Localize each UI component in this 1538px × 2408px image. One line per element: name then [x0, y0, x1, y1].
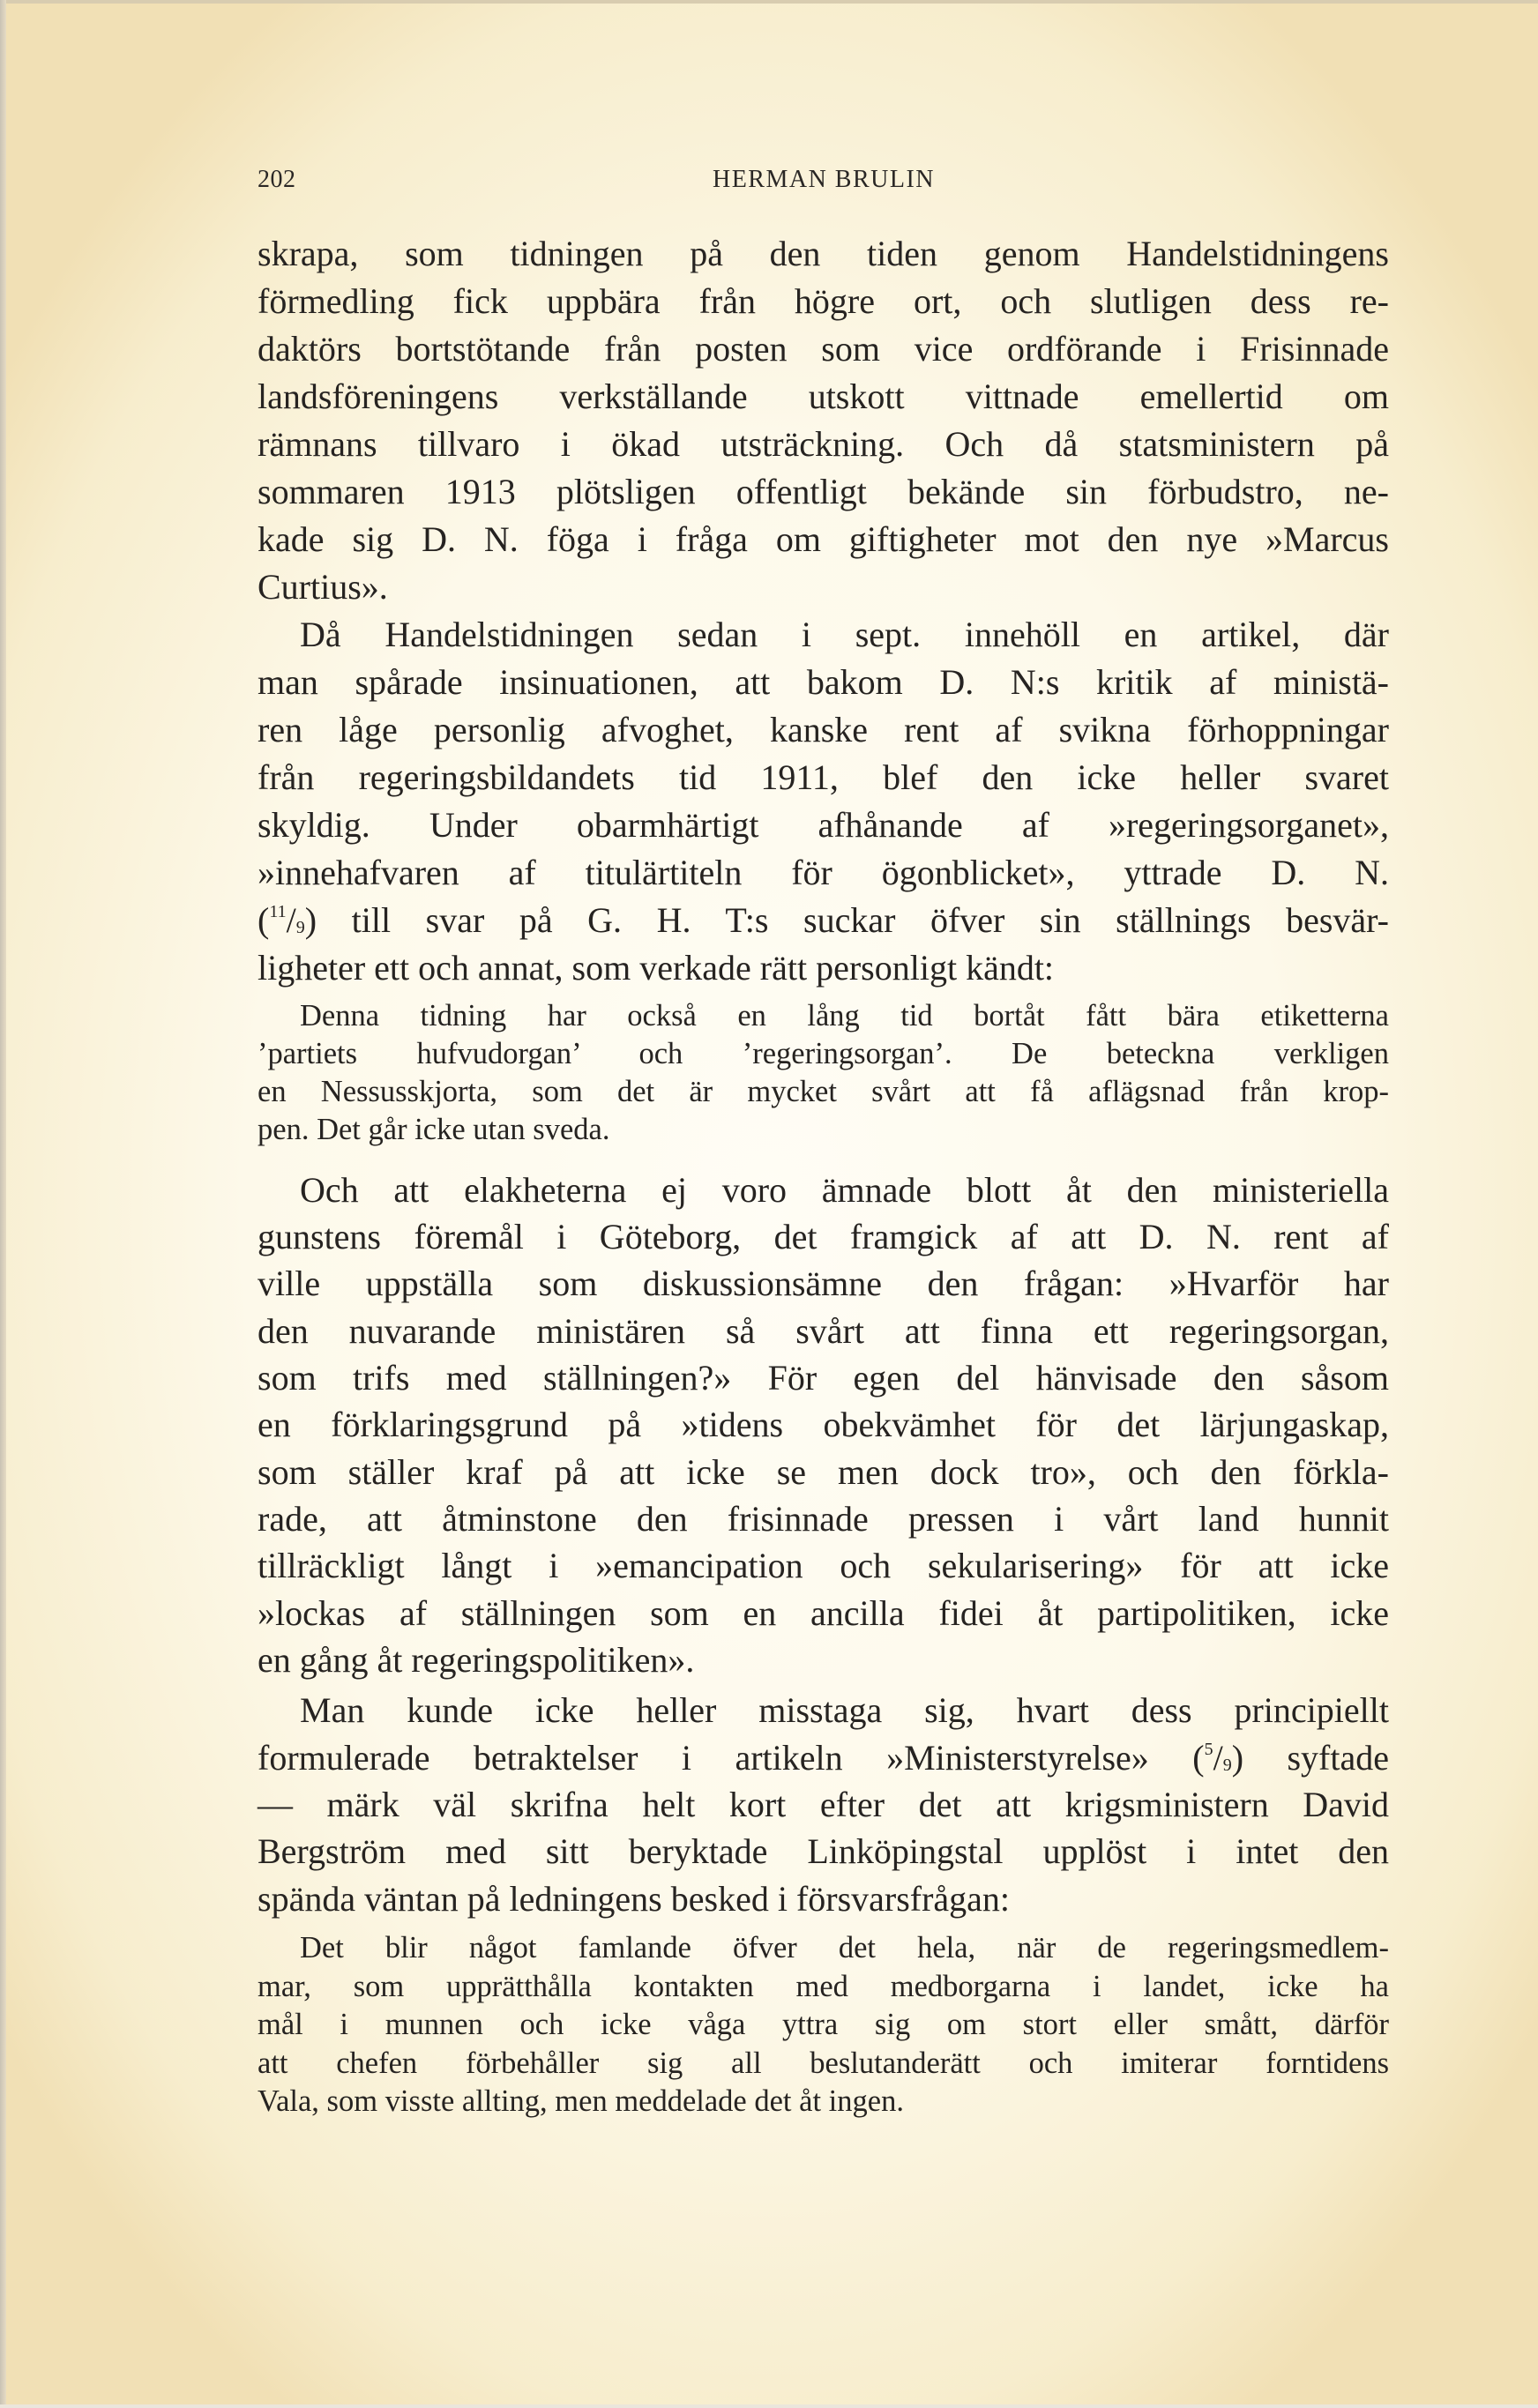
body-line: gunstens föremål i Göteborg, det framgick af att D. N. rent af: [258, 1217, 1389, 1256]
body-line: »innehafvaren af titulärtiteln för ögonblicket», yttrade D. N.: [258, 853, 1389, 892]
quote-line: mar, som upprätthålla kontakten med medborgarna i landet, icke ha: [258, 1970, 1389, 2003]
quote-line: Denna tidning har också en lång tid bortåt fått bära etiketterna: [300, 999, 1389, 1033]
body-line: $(^{11}/_9)$ till svar på G. H. T:s suckar öfver sin ställnings besvär-: [258, 900, 1389, 940]
quote-line: att chefen förbehåller sig all beslutanderätt och imiterar forntidens: [258, 2046, 1389, 2080]
body-line: Curtius».: [258, 567, 388, 607]
body-line: Bergström med sitt beryktade Linköpingstal upplöst i intet den: [258, 1831, 1389, 1871]
body-line: »lockas af ställningen som en ancilla fidei åt partipolitiken, icke: [258, 1593, 1389, 1633]
body-line: kade sig D. N. föga i fråga om giftigheter mot den nye »Marcus: [258, 519, 1389, 559]
body-line: ren låge personlig afvoghet, kanske rent af svikna förhoppningar: [258, 710, 1389, 749]
body-line: från regeringsbildandets tid 1911, blef den icke heller svaret: [258, 757, 1389, 797]
quote-line: en Nessusskjorta, som det är mycket svårt att få aflägsnad från krop-: [258, 1075, 1389, 1108]
quote-line: mål i munnen och icke våga yttra sig om stort eller smått, därför: [258, 2008, 1389, 2041]
body-line: ligheter ett och annat, som verkade rätt personligt kändt:: [258, 948, 1055, 988]
body-line: rade, att åtminstone den frisinnade pressen i vårt land hunnit: [258, 1499, 1389, 1539]
body-line: formulerade betraktelser i artikeln »Ministerstyrelse» $(^5/_9)$ syftade: [258, 1738, 1389, 1778]
body-line: en förklaringsgrund på »tidens obekvämhet för det lärjungaskap,: [258, 1405, 1389, 1444]
date-reference: $(^{11}/_9)$: [258, 900, 317, 940]
body-line: en gång åt regeringspolitiken».: [258, 1640, 695, 1680]
running-head: HERMAN BRULIN: [712, 166, 936, 193]
body-line: — märk väl skrifna helt kort efter det att krigsministern David: [258, 1785, 1389, 1824]
body-line: Och att elakheterna ej voro ämnade blott åt den ministeriella: [300, 1170, 1389, 1210]
body-line: ville uppställa som diskussionsämne den frågan: »Hvarför har: [258, 1264, 1389, 1303]
body-line: den nuvarande ministären så svårt att finna ett regeringsorgan,: [258, 1311, 1389, 1351]
body-line: som ställer kraf på att icke se men dock tro», och den förkla-: [258, 1452, 1389, 1492]
body-line: sommaren 1913 plötsligen offentligt bekände sin förbudstro, ne-: [258, 472, 1389, 511]
body-line: Man kunde icke heller misstaga sig, hvart dess principiellt: [300, 1690, 1389, 1730]
quote-line: pen. Det går icke utan sveda.: [258, 1113, 610, 1146]
body-line: rämnans tillvaro i ökad utsträckning. Och då statsministern på: [258, 424, 1389, 464]
body-line: man spårade insinuationen, att bakom D. N:s kritik af ministä-: [258, 662, 1389, 702]
body-line: som trifs med ställningen?» För egen del hänvisade den såsom: [258, 1358, 1389, 1398]
body-line: skrapa, som tidningen på den tiden genom Handelstidningens: [258, 234, 1389, 273]
page-number: 202: [258, 166, 296, 193]
page-edge-top: [0, 0, 1538, 4]
quote-line: ’partiets hufvudorgan’ och ’regeringsorgan’. De beteckna verkligen: [258, 1037, 1389, 1070]
date-reference: $(^5/_9)$: [1192, 1738, 1244, 1778]
body-line: spända väntan på ledningens besked i försvarsfrågan:: [258, 1879, 1011, 1919]
body-line: Då Handelstidningen sedan i sept. innehöll en artikel, där: [300, 615, 1389, 654]
page-edge-left: [0, 0, 6, 2408]
body-line: daktörs bortstötande från posten som vice ordförande i Frisinnade: [258, 329, 1389, 369]
body-line: landsföreningens verkställande utskott vittnade emellertid om: [258, 376, 1389, 416]
body-line: tillräckligt långt i »emancipation och sekularisering» för att icke: [258, 1546, 1389, 1585]
quote-line: Vala, som visste allting, men meddelade det åt ingen.: [258, 2084, 904, 2118]
quote-line: Det blir något famlande öfver det hela, när de regeringsmedlem-: [300, 1931, 1389, 1964]
page-edge-bottom: [0, 2404, 1538, 2408]
body-line: skyldig. Under obarmhärtigt afhånande af »regeringsorganet»,: [258, 805, 1389, 845]
body-line: förmedling fick uppbära från högre ort, och slutligen dess re-: [258, 281, 1389, 321]
